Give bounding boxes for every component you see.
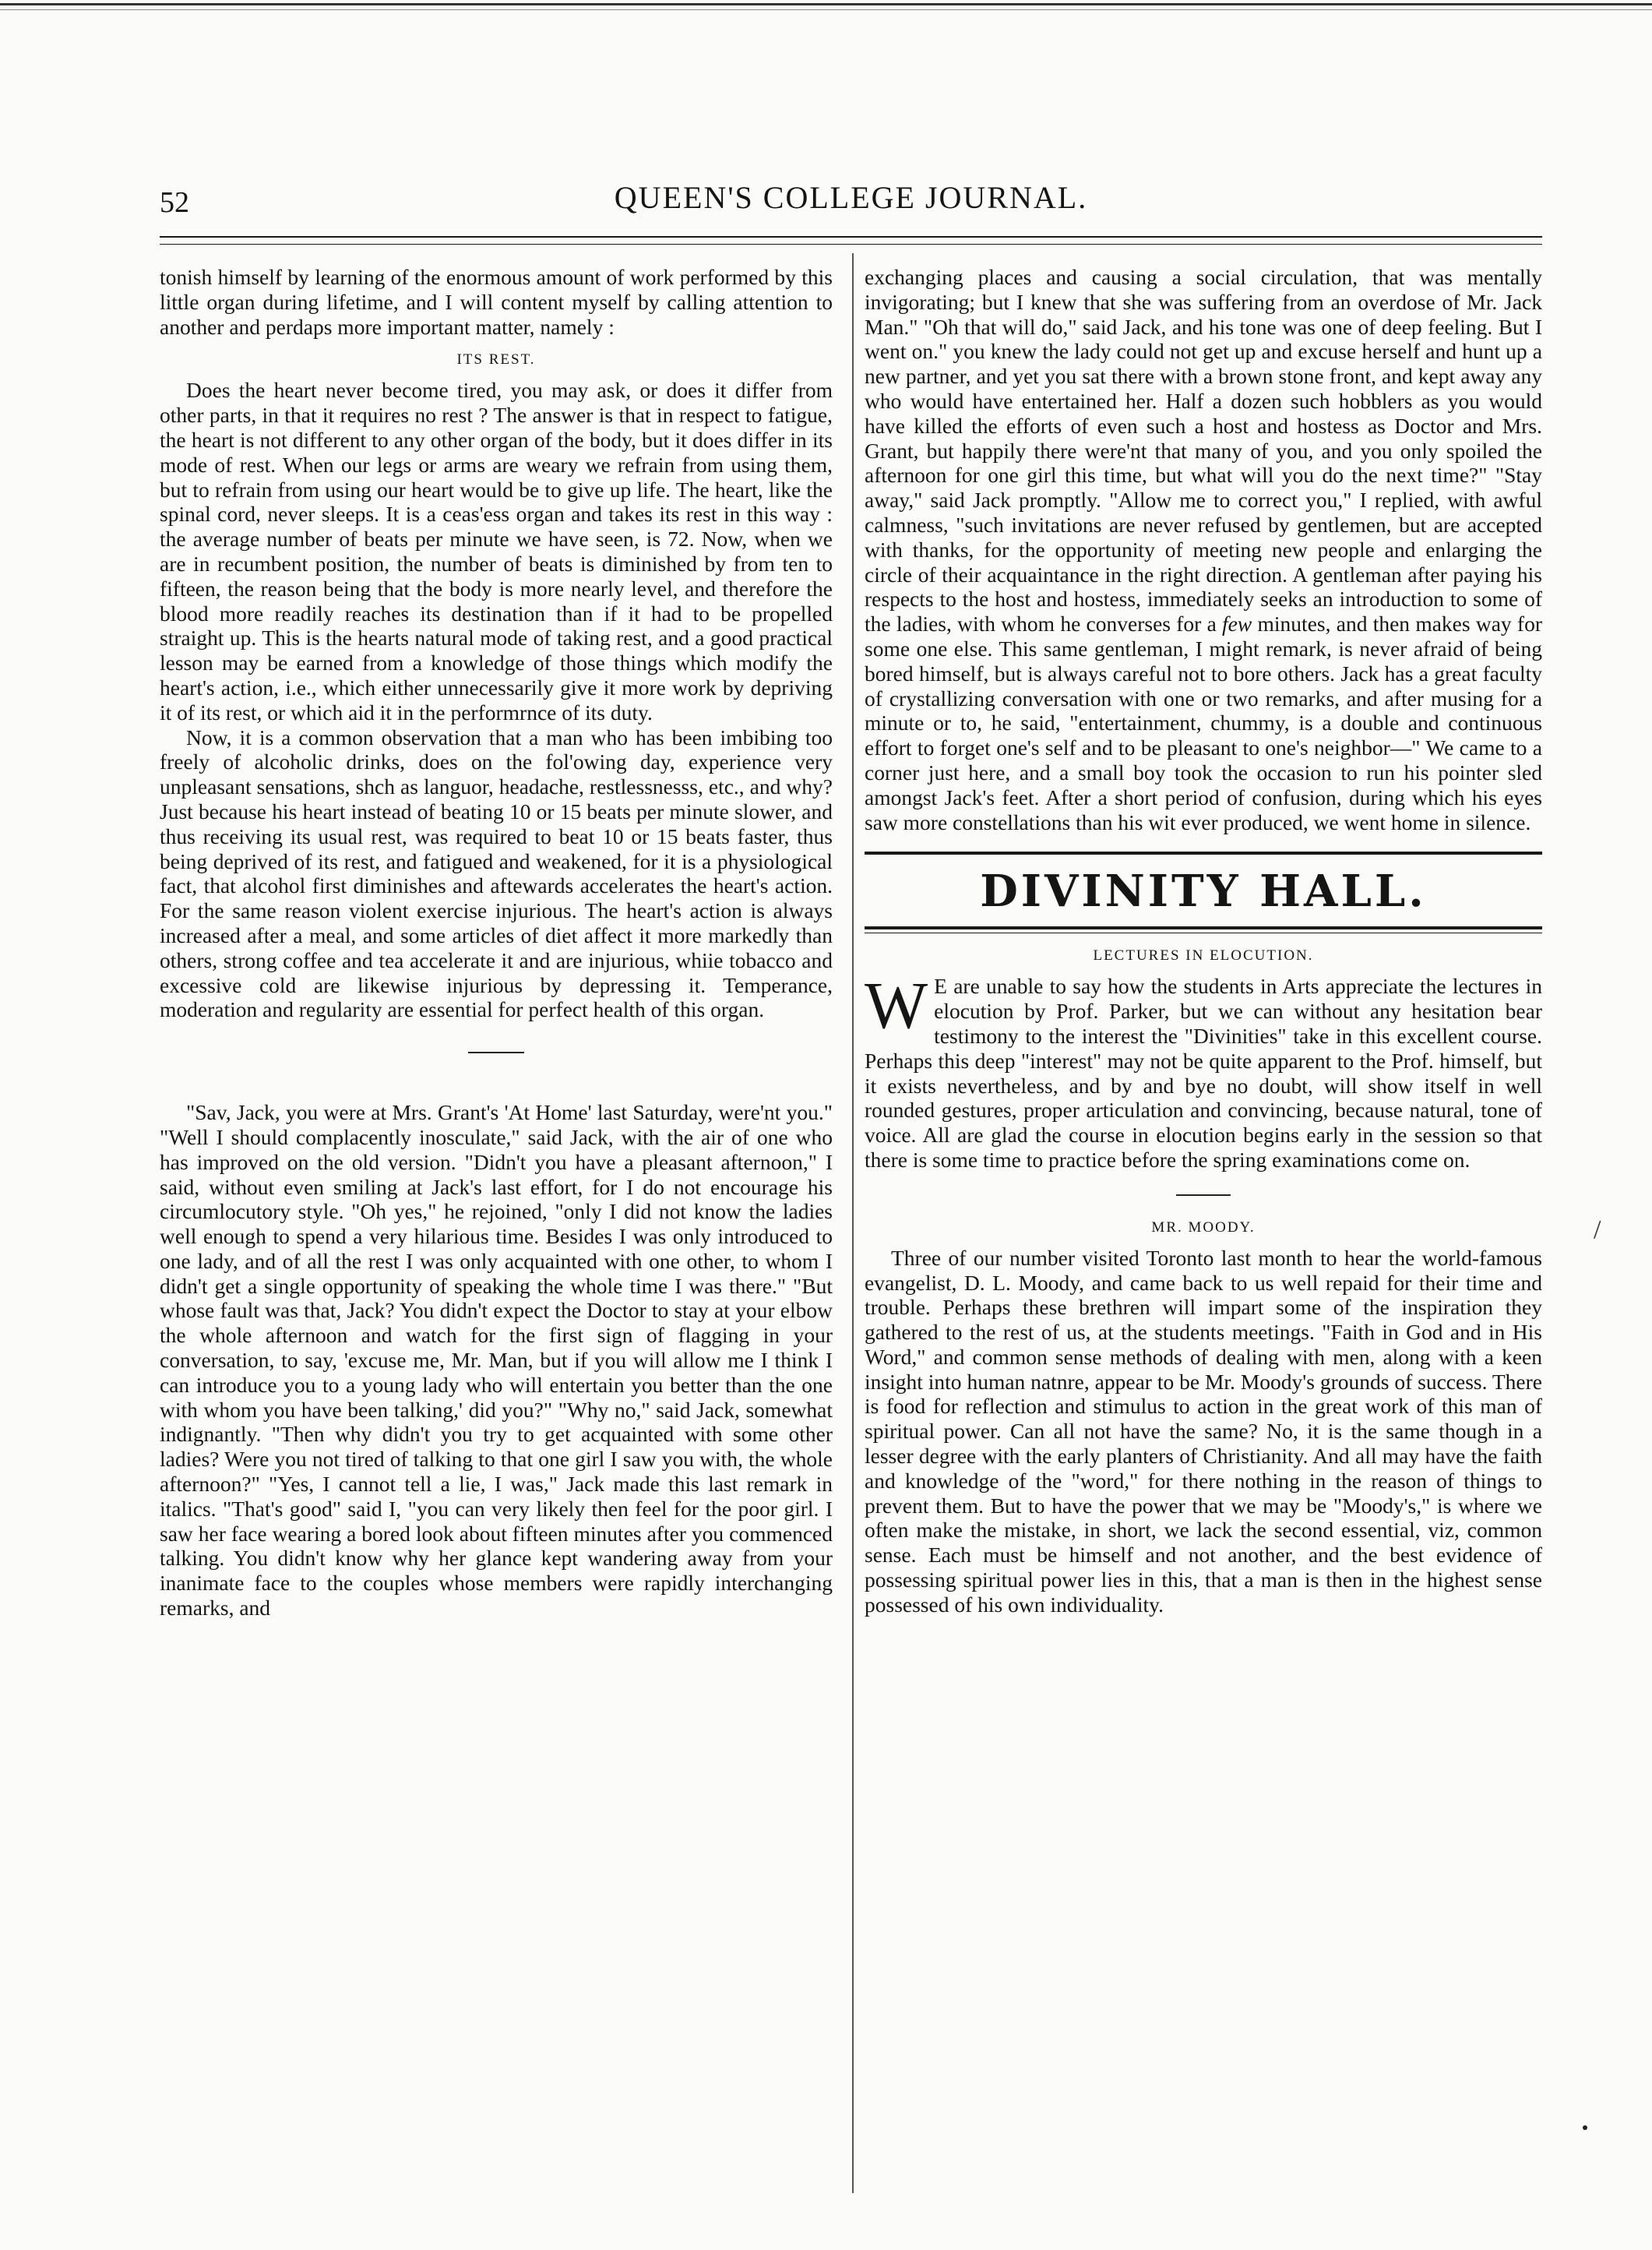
header-rule-thin [160, 244, 1542, 245]
lectures-heading: LECTURES IN ELOCUTION. [1093, 947, 1314, 965]
drop-cap: W [865, 968, 928, 1043]
lectures-text: E are unable to say how the students in Arts appreciate the lectures in elocution by Prof. Parker, but we can without any hesitation bear testimony to the interest the "Divinities" take in this excellent course. Perhaps this deep "interest" may not be quite apparent to the Prof. himself, but it exists nevertheless, and by and bye no doubt, will show itself in well rounded gestures, proper articulation and convincing, because natural, tone of voice. All are glad the course in elocution begins early in the session so that there is some time to practice before the spring examinations come on. [865, 974, 1542, 1172]
page-header [160, 179, 1542, 226]
left-column [160, 265, 833, 1620]
left-paragraph-2: Does the heart never become tired, you may ask, or does it differ from other parts, in that it requires no rest ? The answer is that in respect to fatigue, the heart is not different to any other organ of the body, but it does differ in its mode of rest. When our legs or arms are weary we refrain from using them, but to refrain from using our heart would be to give up life. The heart, like the spinal cord, never sleeps. It is a ceas'ess organ and takes its rest in this way : the average number of beats per minute we have seen, is 72. Now, when we are in recumbent position, the number of beats is diminished by from ten to fifteen, the reason being that the body is more nearly level, and therefore the blood more readily reaches its destination than if it had to be propelled straight up. This is the hearts natural mode of taking rest, and a good practical lesson may be earned from a knowledge of those things which modify the heart's action, i.e., which either unnecessarily give it more work by depriving it of its rest, or which aid it in the performrnce of its duty. [160, 378, 833, 725]
stray-ink-dot [1583, 2125, 1587, 2130]
right-column [865, 265, 1542, 1617]
page-number: 52 [160, 186, 189, 219]
its-rest-heading: ITS REST. [456, 351, 536, 369]
right-paragraph-1-continued: minutes, and then makes way for some one else. This same gentleman, I might remark, is never afraid of being bored himself, but is always careful not to bore others. Jack has a great faculty of crystallizing conversation with one or two remarks, and after musing for a minute or to, he said, "entertainment, chummy, is a double and continuous effort to forget one's self and to be pleasant to one's neighbor—" We came to a corner just here, and a small boy took the occasion to run his pointer sled amongst Jack's feet. After a short period of confusion, during which his eyes saw more constellations than his wit ever produced, we went home in silence. [865, 612, 1542, 834]
journal-title: QUEEN'S COLLEGE JOURNAL. [614, 180, 1088, 215]
right-paragraph-1-text: exchanging places and causing a social circulation, that was mentally invigorating; but I knew that she was suffering from an overdose of Mr. Jack Man." "Oh that will do," said Jack, and his tone was one of deep feeling. But I went on." you knew the lady could not get up and excuse herself and hunt up a new partner, and yet you sat there with a brown stone front, and kept away any who would have entertained her. Half a dozen such hobblers as you would have killed the efforts of even such a host and hostess as Doctor and Mrs. Grant, but happily there were'nt that many of you, and you only spoiled the afternoon for one girl this time, but what will you do the next time?" "Stay away," said Jack promptly. "Allow me to correct you," I replied, with awful calmness, "such invitations are never refused by gentlemen, but are accepted with thanks, for the opportunity of meeting new people and enlarging the circle of their acquaintance in the right direction. A gentleman after paying his respects to the host and hostess, immediately seeks an introduction to some of the ladies, with whom he converses for a [865, 265, 1542, 637]
moody-heading: MR. MOODY. [1151, 1218, 1256, 1236]
department-title: DIVINITY HALL. [980, 866, 1427, 918]
top-edge-rule-thin [0, 9, 1652, 10]
top-edge-rule [0, 3, 1652, 5]
department-header [865, 852, 1542, 933]
lectures-paragraph [865, 968, 1542, 1172]
right-paragraph-1 [865, 265, 1542, 834]
column-divider [852, 253, 854, 2193]
left-paragraph-1: tonish himself by learning of the enormous amount of work performed by this little organ during lifetime, and I will content myself by calling attention to another and perdaps more important matter, namely : [160, 265, 833, 339]
department-rule-bottom [865, 926, 1542, 929]
section-separator-right [1176, 1194, 1231, 1196]
moody-paragraph: Three of our number visited Toronto last month to hear the world-famous evangelist, D. L. Moody, and came back to us well repaid for their time and trouble. Perhaps these brethren will impart some of the inspiration they gathered to the rest of us, at the students meetings. "Faith in God and in His Word," and common sense methods of dealing with men, along with a keen insight into human natnre, appear to be Mr. Moody's grounds of success. There is food for reflection and stimulus to action in the great work of this man of spiritual power. Can all not have the same? No, it is the same though in a lesser degree with the early planters of Christianity. And all may have the faith and knowledge of the "word," for there nothing in the reason of things to prevent them. But to have the power that we may be "Moody's," is where we often make the mistake, in short, we lack the second essential, viz, common sense. Each must be himself and not another, and the best evidence of possessing spiritual power lies in this, that a man is then in the highest sense possessed of his own individuality. [865, 1245, 1542, 1617]
left-paragraph-3: Now, it is a common observation that a man who has been imbibing too freely of alcoholic drinks, does on the fol'owing day, experience very unpleasant sensations, shch as languor, headache, restlessnesss, etc., and why? Just because his heart instead of beating 10 or 15 beats per minute slower, and thus receiving its usual rest, was required to beat 10 or 15 beats faster, thus being deprived of its rest, and fatigued and weakened, for it is a physiological fact, that alcohol first diminishes and aftewards accelerates the heart's action. For the same reason violent exercise injurious. The heart's action is always increased after a meal, and some articles of diet affect it more markedly than others, strong coffee and tea accelerate it and are injurious, whiie tobacco and excessive cold are likewise injurious by depressing it. Temperance, moderation and regularity are essential for perfect health of this organ. [160, 725, 833, 1022]
left-paragraph-4: "Sav, Jack, you were at Mrs. Grant's 'At Home' last Saturday, were'nt you." "Well I should complacently inosculate," said Jack, with the air of one who has improved on the old version. "Didn't you have a pleasant afternoon," I said, without even smiling at Jack's last effort, for I do not encourage his circumlocutory style. "Oh yes," he rejoined, "only I did not know the ladies well enough to spend a very hilarious time. Besides I was only introduced to one lady, and of all the rest I was only acquainted with one other, to whom I didn't get a single opportunity of speaking the whole time I was there." "But whose fault was that, Jack? You didn't expect the Doctor to stay at your elbow the whole afternoon and watch for the first sign of flagging in your conversation, to say, 'excuse me, Mr. Man, but if you will allow me I think I can introduce you to a young lady who will entertain you better than the one with whom you have been talking,' did you?" "Why no," said Jack, somewhat indignantly. "Then why didn't you try to get acquainted with some other ladies? Were you not tired of talking to that one girl I saw you with, the whole afternoon?" "Yes, I cannot tell a lie, I was," Jack made this last remark in italics. "That's good" said I, "you can very likely then feel for the poor girl. I saw her face wearing a bored look about fifteen minutes after you commenced talking. You didn't know why her glance kept wandering away from your inanimate face to the couples whose members were rapidly interchanging remarks, and [160, 1100, 833, 1620]
italic-word: few [1222, 612, 1252, 637]
stray-pencil-mark: / [1594, 1215, 1601, 1244]
section-separator [468, 1052, 524, 1053]
header-rule [160, 236, 1542, 238]
